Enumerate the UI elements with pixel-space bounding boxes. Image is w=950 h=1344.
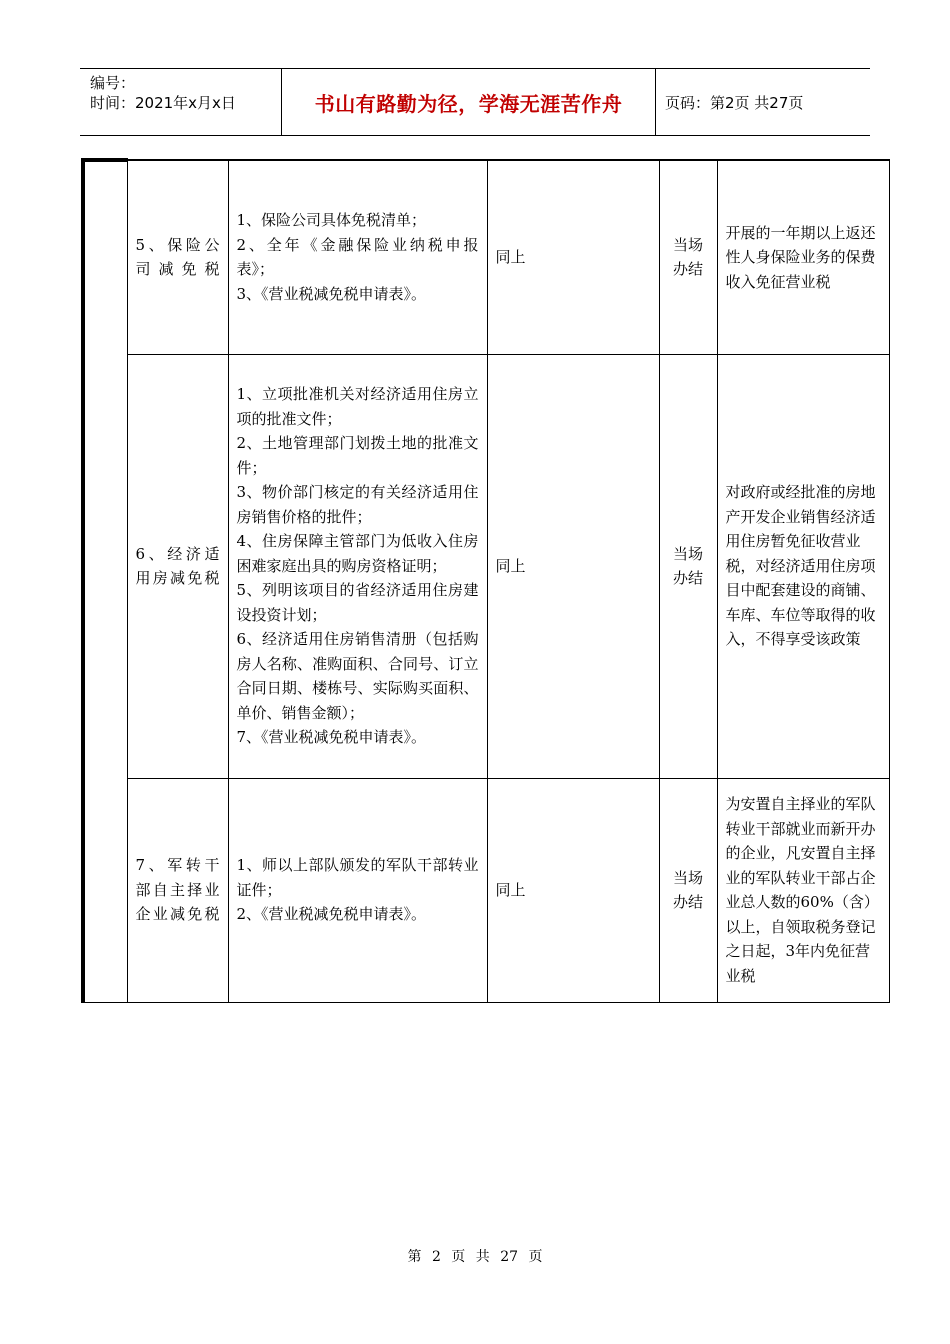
requirement-line: 4、住房保障主管部门为低收入住房困难家庭出具的购房资格证明； — [236, 532, 479, 575]
category-cell — [83, 160, 127, 1002]
requirement-line: 3、《营业税减免税申请表》。 — [236, 284, 427, 303]
document-number-label: 编号： — [90, 74, 136, 92]
requirement-line: 2、《营业税减免税申请表》。 — [236, 905, 427, 924]
page-footer: 第 2 页 共 27 页 — [407, 1249, 543, 1265]
requirement-line: 2、土地管理部门划拨土地的批准文件； — [236, 434, 479, 477]
item-name-cell: 7、军转干部自主择业企业减免税 — [127, 778, 228, 1002]
notes-cell: 开展的一年期以上返还性人身保险业务的保费收入免征营业税 — [717, 160, 889, 354]
procedure-cell: 同上 — [487, 354, 659, 778]
requirement-line: 7、《营业税减免税申请表》。 — [236, 728, 427, 747]
page-header — [80, 68, 870, 136]
notes-cell: 对政府或经批准的房地产开发企业销售经济适用住房暂免征收营业税，对经济适用住房项目中配套建设的商铺、车库、车位等取得的收入，不得享受该政策 — [717, 354, 889, 778]
document-time-label: 时间：2021年x月x日 — [90, 94, 236, 112]
table-row — [83, 160, 889, 354]
time-limit-cell: 当场办结 — [659, 778, 717, 1002]
table-row — [83, 778, 889, 1002]
procedure-cell: 同上 — [487, 778, 659, 1002]
requirement-line: 1、保险公司具体免税清单； — [236, 211, 427, 230]
requirement-line: 6、经济适用住房销售清册（包括购房人名称、准购面积、合同号、订立合同日期、楼栋号、实际购买面积、单价、销售金额）； — [236, 630, 479, 722]
header-meta — [80, 69, 282, 135]
procedure-cell: 同上 — [487, 160, 659, 354]
requirement-line: 2、全年《金融保险业纳税申报表》； — [236, 235, 479, 279]
requirement-line: 3、物价部门核定的有关经济适用住房销售价格的批件； — [236, 483, 479, 526]
time-limit-cell: 当场办结 — [659, 354, 717, 778]
table-row — [83, 354, 889, 778]
requirement-line: 5、列明该项目的省经济适用住房建设投资计划； — [236, 581, 479, 624]
time-limit-cell: 当场办结 — [659, 160, 717, 354]
requirement-line: 1、立项批准机关对经济适用住房立项的批准文件； — [236, 385, 479, 428]
requirements-cell — [228, 778, 487, 1002]
item-name-cell: 5、保险公司减免税 — [127, 160, 228, 354]
header-page-info: 页码：第2页 共27页 — [665, 93, 804, 112]
requirements-cell — [228, 160, 487, 354]
header-motto: 书山有路勤为径，学海无涯苦作舟 — [282, 69, 656, 135]
item-name-cell: 6、经济适用房减免税 — [127, 354, 228, 778]
requirement-line: 1、师以上部队颁发的军队干部转业证件； — [236, 856, 479, 899]
notes-cell: 为安置自主择业的军队转业干部就业而新开办的企业，凡安置自主择业的军队转业干部占企业总人数的60%（含）以上，自领取税务登记之日起，3年内免征营业税 — [717, 778, 889, 1002]
tax-exemption-table — [81, 158, 890, 1003]
requirements-cell — [228, 354, 487, 778]
